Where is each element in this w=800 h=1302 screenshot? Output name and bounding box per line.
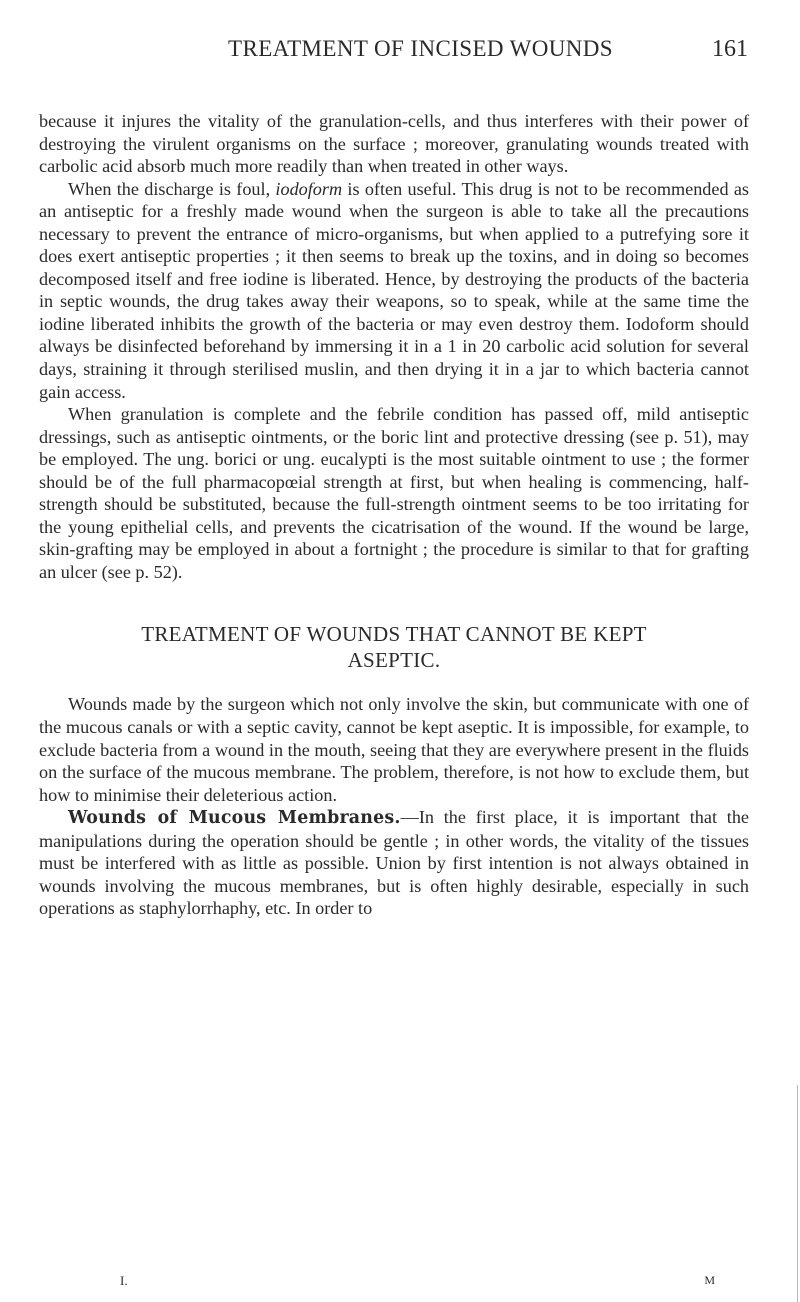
paragraph-iodoform-rest: is often useful. This drug is not to be recommended as an antiseptic for a freshly made wound when the surgeon is able to take all the precautions necessary to prevent the entrance of micro-organisms, but when applied to a putrefying sore it does exert antiseptic properties ; it then seems to break up the toxins, and in doing so becomes decomposed itself and free iodine is liberated. Hence, by destroying the products of the bacteria in septic wounds, the drug takes away their weapons, so to speak, while at the same time the iodine liberated inhibits the growth of the bacteria or may even destroy them. Iodoform should always be disinfected beforehand by immersing it in a 1 in 20 carbolic acid solution for several days, straining it through sterilised muslin, and then drying it in a jar to which bacteria cannot gain access. [39, 178, 749, 402]
paragraph-granulation: When granulation is complete and the febrile condition has passed off, mild antiseptic dressings, such as antiseptic ointments, or the boric lint and protective dressing (see p. 51), may be employed. The ung. borici or ung. eucalypti is the most suitable ointment to use ; the former should be of the full pharmacopœial strength at first, but when healing is commencing, half-strength should be substituted, because the full-strength ointment seems to be too irritating for the young epithelial cells, and prevents the cicatrisation of the wound. If the wound be large, skin-grafting may be employed in about a fortnight ; the procedure is similar to that for grafting an ulcer (see p. 52). [39, 404, 749, 582]
page-footer [120, 1273, 715, 1293]
paragraph-mucous-membranes-text: —In the first place, it is important that the manipulations during the operation should be gentle ; in other words, the vitality of the tissues must be interfered with as little as possible. Union by first intention is not always obtained in wounds involving the mucous membranes, but is often highly desirable, especially in such operations as staphylorrhaphy, etc. In order to [39, 807, 749, 919]
paragraph-continued: because it injures the vitality of the granulation-cells, and thus interferes with their power of destroying the virulent organisms on the surface ; moreover, granulating wounds treated with carbolic acid absorb much more readily than when treated in other ways. [39, 111, 749, 177]
running-title: TREATMENT OF INCISED WOUNDS [228, 36, 613, 61]
page-edge-line [797, 1085, 798, 1302]
section-heading-line-2: ASEPTIC. [347, 648, 441, 673]
page-number: 161 [712, 36, 748, 62]
body-text [39, 110, 749, 920]
paragraph-mucous-membranes [39, 806, 749, 920]
signature-mark-right: M [704, 1273, 715, 1287]
section-heading [39, 621, 749, 673]
signature-mark-left: I. [120, 1273, 128, 1288]
paragraph-iodoform-lead: When the discharge is foul, [68, 178, 276, 199]
paragraph-septic-wounds: Wounds made by the surgeon which not only involve the skin, but communicate with one of the mucous canals or with a septic cavity, cannot be kept aseptic. It is impossible, for example, to exclude bacteria from a wound in the mouth, seeing that they are everywhere present in the fluids on the surface of the mucous membrane. The problem, therefore, is not how to exclude them, but how to minimise their deleterious action. [39, 694, 749, 805]
iodoform-term: iodoform [275, 178, 343, 199]
running-head [228, 36, 748, 68]
paragraph-iodoform [39, 178, 749, 403]
run-in-heading: Wounds of Mucous Membranes. [68, 808, 401, 829]
section-heading-line-1: TREATMENT OF WOUNDS THAT CANNOT BE KEPT [141, 622, 647, 647]
